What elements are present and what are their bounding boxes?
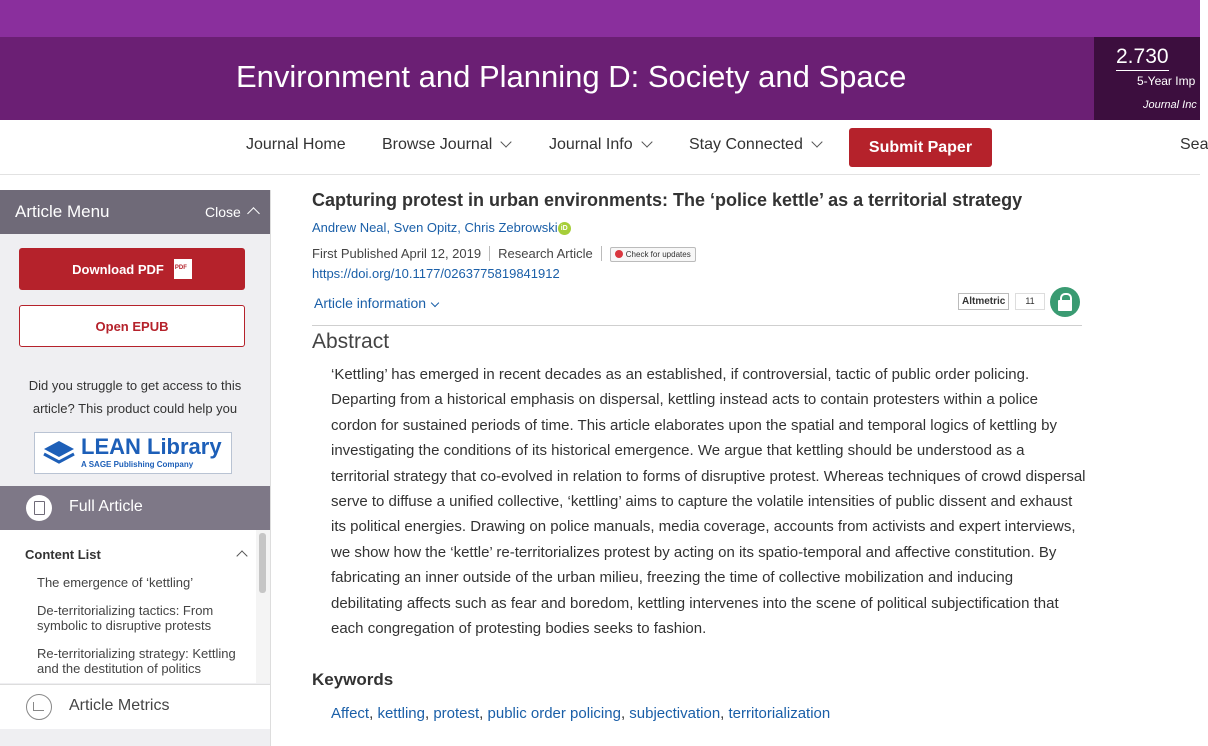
article-information-toggle[interactable]	[314, 295, 438, 311]
check-updates-label: Check for updates	[625, 250, 691, 259]
nav-stay-connected-label: Stay Connected	[689, 136, 803, 153]
nav-browse-journal-label: Browse Journal	[382, 136, 493, 153]
altmetric-count[interactable]: 11	[1015, 293, 1045, 310]
abstract-heading: Abstract	[312, 330, 390, 353]
close-label: Close	[205, 204, 241, 220]
keyword-link[interactable]: territorialization	[728, 705, 831, 722]
bar-chart-icon	[26, 694, 52, 720]
orcid-icon[interactable]: iD	[558, 222, 571, 235]
first-published: First Published April 12, 2019	[312, 246, 482, 261]
nav-journal-info[interactable]	[549, 136, 651, 154]
author-link[interactable]: Andrew Neal	[312, 220, 387, 235]
divider	[489, 246, 490, 261]
main-nav	[0, 120, 1208, 175]
keyword-list: Affect, kettling, protest, public order policing, subjectivation, territorialization	[331, 705, 831, 722]
keyword-link[interactable]: subjectivation	[629, 705, 721, 722]
submit-paper-button[interactable]: Submit Paper	[849, 128, 992, 167]
abstract-text: ‘Kettling’ has emerged in recent decades as an established, if controversial, tactic of public order policing. Departing from a historical emphasis on dispersal, kettling instead acts to contain protesters within a police cordon for sustained periods of time. This article elaborates upon the spatial and temporal logics of kettling by investigating the conditions of its historical emergence. We argue that kettling should be understood as a territorial strategy that co-evolved in relation to forms of disruptive protest. Whereas techniques of crowd dispersal serve to diffuse a unified collective, ‘kettling’ aims to capture the volatile intensities of public dissent and exhaust its political energies. Drawing on police manuals, media coverage, accounts from activists and expert interviews, we show how the ‘kettle’ re-territorializes protest by acting on its spatio-temporal and affective constitution. By fabricating an inner outside of the urban milieu, freezing the time of collective mobilization and inducing debilitating affects such as fear and boredom, kettling intervenes into the scene of political subjectification that each congregation of protesting bodies seeks to fashion.	[331, 366, 1086, 638]
article-type: Research Article	[498, 246, 593, 261]
lean-library-name: LEAN Library	[81, 434, 222, 459]
scrollbar-thumb[interactable]	[259, 533, 266, 593]
download-pdf-label: Download PDF	[72, 261, 164, 277]
article-metrics-label: Article Metrics	[69, 697, 170, 714]
search-link[interactable]: Sea	[1180, 136, 1208, 153]
article-menu-title: Article Menu	[15, 202, 110, 221]
chevron-down-icon	[431, 299, 439, 307]
article-sidebar	[0, 190, 271, 746]
lean-library-icon	[42, 439, 76, 467]
journal-title[interactable]: Environment and Planning D: Society and Space	[236, 59, 907, 94]
crossmark-icon	[615, 250, 623, 258]
open-epub-button[interactable]: Open EPUB	[19, 305, 245, 347]
content-list-title: Content List	[25, 547, 101, 562]
keyword-link[interactable]: protest	[433, 705, 480, 722]
download-pdf-button[interactable]	[19, 248, 245, 290]
author-list: Andrew Neal, Sven Opitz, Chris Zebrowski iD	[312, 220, 571, 235]
publication-line	[312, 246, 696, 262]
impact-label: 5-Year Imp	[1137, 74, 1196, 88]
divider	[601, 246, 602, 261]
author-link[interactable]: Sven Opitz	[393, 220, 458, 235]
keyword-link[interactable]: kettling	[377, 705, 425, 722]
article-information-label: Article information	[314, 295, 427, 311]
divider	[312, 325, 1082, 326]
article-menu-header	[0, 190, 270, 234]
lean-library-logo[interactable]	[34, 432, 232, 474]
document-icon	[26, 495, 52, 521]
impact-value: 2.730	[1116, 45, 1169, 71]
chevron-down-icon	[811, 136, 822, 147]
journal-banner	[0, 37, 1200, 120]
chevron-up-icon[interactable]	[236, 550, 247, 561]
pdf-icon	[174, 259, 192, 279]
close-menu-button[interactable]	[205, 204, 258, 220]
full-article-tab[interactable]	[0, 486, 270, 530]
altmetric-badge[interactable]: Altmetric	[958, 293, 1009, 310]
impact-factor-box[interactable]	[1094, 37, 1200, 120]
access-help-text: Did you struggle to get access to this article? This product could help you	[28, 378, 242, 416]
check-for-updates-button[interactable]	[610, 247, 696, 262]
nav-stay-connected[interactable]	[689, 136, 821, 154]
article-metrics-tab[interactable]	[0, 684, 270, 729]
chevron-up-icon	[247, 207, 260, 220]
nav-browse-journal[interactable]	[382, 136, 510, 154]
impact-sub: Journal Inc	[1143, 99, 1197, 111]
top-strip	[0, 0, 1200, 37]
content-list-scrollbar[interactable]	[256, 530, 270, 683]
nav-journal-info-label: Journal Info	[549, 136, 633, 153]
content-list-item[interactable]: The emergence of ‘kettling’	[37, 575, 194, 590]
content-list-item[interactable]: Re-territorializing strategy: Kettling and the destitution of politics	[37, 646, 236, 676]
content-list	[0, 530, 256, 683]
content-list-item[interactable]: De-territorializing tactics: From symbolic to disruptive protests	[37, 603, 214, 633]
doi-link[interactable]: https://doi.org/10.1177/0263775819841912	[312, 266, 560, 281]
article-title: Capturing protest in urban environments: The ‘police kettle’ as a territorial strategy	[312, 190, 1023, 210]
full-article-label: Full Article	[69, 498, 143, 515]
keyword-link[interactable]: Affect	[331, 705, 370, 722]
author-link[interactable]: Chris Zebrowski	[464, 220, 558, 235]
chevron-down-icon	[501, 136, 512, 147]
keywords-heading: Keywords	[312, 670, 394, 689]
nav-journal-home-label: Journal Home	[246, 136, 346, 153]
nav-journal-home[interactable]	[246, 136, 346, 154]
keyword-link[interactable]: public order policing	[487, 705, 621, 722]
lean-library-sub: A SAGE Publishing Company	[81, 460, 194, 469]
chevron-down-icon	[641, 136, 652, 147]
open-access-lock-icon	[1050, 287, 1080, 317]
